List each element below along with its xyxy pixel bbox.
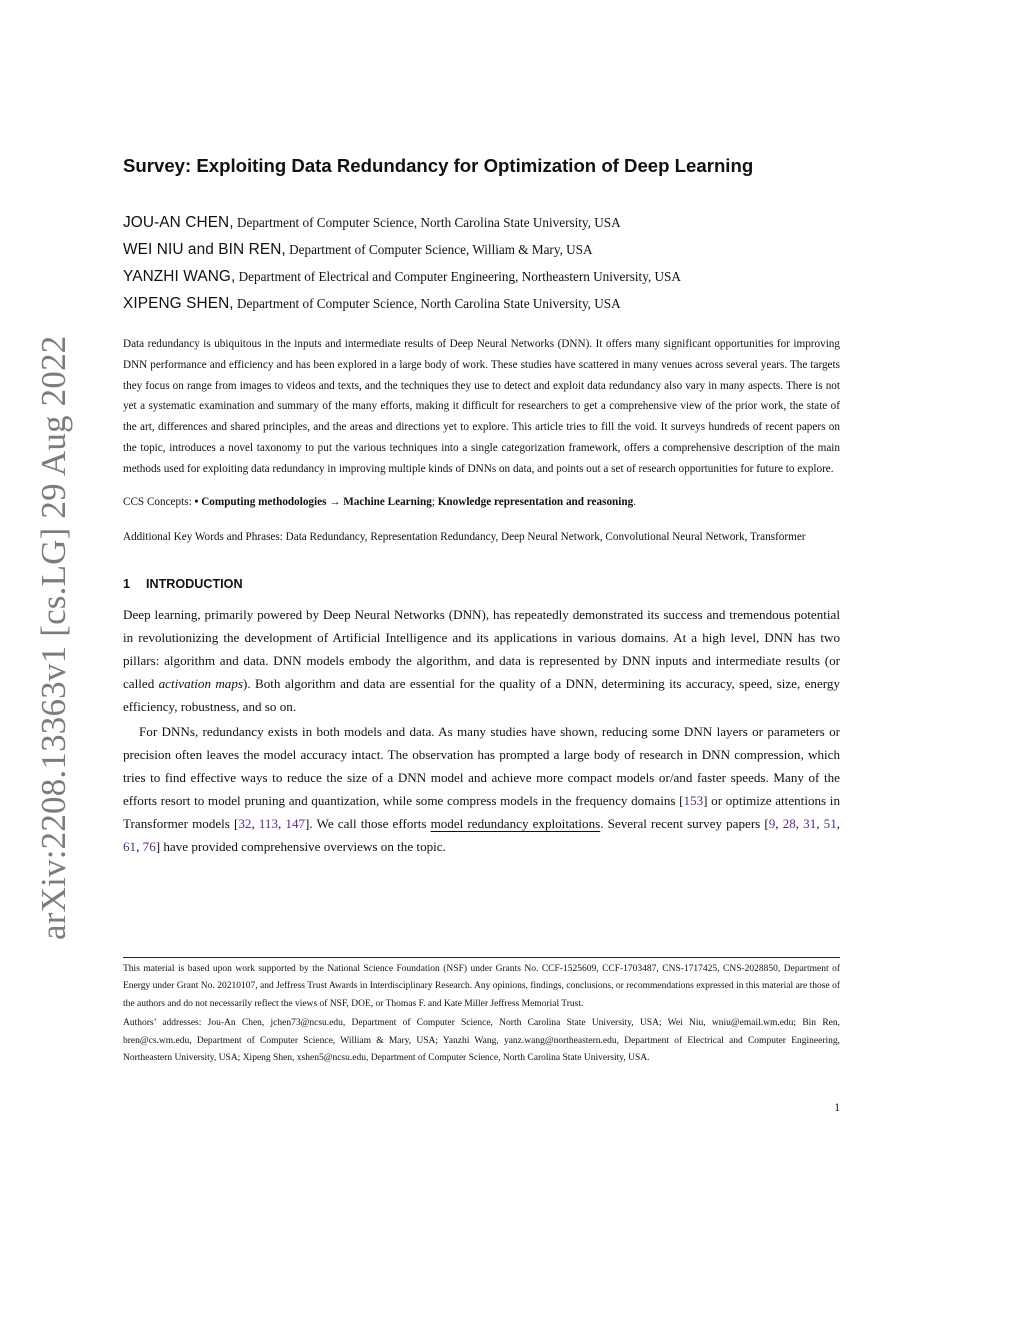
intro-paragraph-1 <box>123 603 840 718</box>
ccs-concept-knowledge: Knowledge representation and reasoning <box>437 495 634 508</box>
citation-link[interactable]: 32 <box>238 816 252 832</box>
paragraph-text: ] have provided comprehensive overviews on the topic. <box>155 839 446 855</box>
abstract-text: Data redundancy is ubiquitous in the inputs and intermediate results of Deep Neural Networks (DNN). It offers many significant opportunities for improving DNN performance and efficiency and has been explored in a large body of work. These studies have scattered in many venues across several years. The targets they focus on range from images to videos and texts, and the techniques they use to detect and exploit data redundancy also vary in many aspects. There is not yet a systematic examination and summary of the many efforts, making it difficult for researchers to get a comprehensive view of the prior work, the state of the art, differences and shared principles, and the areas and directions yet to explore. This article tries to fill the void. It surveys hundreds of recent papers on the topic, introduces a novel taxonomy to put the various techniques into a single categorization framework, offers a comprehensive description of the main methods used for exploiting data redundancy in improving multiple kinds of DNNs on data, and points out a set of research opportunities for future to explore. <box>123 338 840 475</box>
main-content <box>123 151 840 858</box>
paragraph-text: ). Both algorithm and data are essential for the quality of a DNN, determining its accuracy, speed, size, energy efficiency, robustness, and so on. <box>123 676 841 715</box>
author-entry <box>123 236 840 263</box>
author-entry <box>123 290 840 317</box>
citation-separator: , <box>816 816 824 832</box>
citation-link[interactable]: 147 <box>285 816 306 832</box>
funding-footnote: This material is based upon work supported by the National Science Foundation (NSF) under Grants No. CCF-1525609, CCF-1703487, CNS-1717425, CNS-2028850, Department of Energy under Grant No. 20210107, and Jeffress Trust Awards in Interdisciplinary Research. Any opinions, findings, conclusions, or recommendations expressed in this material are those of the authors and do not necessarily reflect the views of NSF, DOE, or Thomas F. and Kate Miller Jeffress Memorial Trust. <box>123 964 840 1009</box>
author-list <box>123 209 840 317</box>
footnote-divider <box>123 957 840 958</box>
citation-link[interactable]: 9 <box>768 816 776 832</box>
author-entry <box>123 263 840 290</box>
author-names: JOU-AN CHEN, <box>123 214 234 231</box>
author-affiliation: Department of Electrical and Computer Engineering, Northeastern University, USA <box>235 269 681 284</box>
author-entry <box>123 209 840 236</box>
section-number: 1 <box>123 577 131 592</box>
section-heading-introduction <box>123 573 840 595</box>
citation-link[interactable]: 51 <box>823 816 837 832</box>
ccs-concepts <box>123 492 840 513</box>
author-names: XIPENG SHEN, <box>123 295 234 312</box>
author-affiliation: Department of Computer Science, William & Mary, USA <box>285 242 593 257</box>
author-addresses-footnote: Authors’ addresses: Jou-An Chen, jchen73@ncsu.edu, Department of Computer Science, North Carolina State University, USA; Wei Niu, wniu@email.wm.edu; Bin Ren, bren@cs.wm.edu, Department of Computer Science, William & Mary, USA; Yanzhi Wang, yanz.wang@northeastern.edu, Department of Electrical and Computer Engineering, Northeastern University, USA; Xipeng Shen, xshen5@ncsu.edu, Department of Computer Science, North Carolina State University, USA. <box>123 1018 840 1064</box>
author-names: WEI NIU and BIN REN, <box>123 241 286 258</box>
citation-link[interactable]: 113 <box>258 816 279 832</box>
citation-link[interactable]: 31 <box>803 816 817 832</box>
paragraph-text: . Several recent survey papers [ <box>600 816 769 832</box>
citation-separator: , <box>775 816 783 832</box>
page-number: 1 <box>834 1102 840 1114</box>
citation-separator: , <box>136 839 143 855</box>
emphasis-activation-maps: activation maps <box>158 676 243 692</box>
paragraph-text: ] or optimize attentions in Transformer models [ <box>123 793 840 832</box>
citation-separator: , <box>251 816 259 832</box>
citation-link[interactable]: 153 <box>683 793 704 809</box>
ccs-concept-ml: Computing methodologies → Machine Learning <box>201 495 432 508</box>
citation-link[interactable]: 76 <box>142 839 156 855</box>
author-names: YANZHI WANG, <box>123 268 236 285</box>
paragraph-text: Deep learning, primarily powered by Deep Neural Networks (DNN), has repeatedly demonstrated its success and tremendous potential in revolutionizing the development of Artificial Intelligence and its applications in various domains. At a high level, DNN has two pillars: algorithm and data. DNN models embody the algorithm, and data is represented by DNN inputs and intermediate results (or called <box>123 607 840 692</box>
arxiv-identifier-stamp: arXiv:2208.13363v1 [cs.LG] 29 Aug 2022 <box>34 335 73 940</box>
intro-paragraph-2 <box>123 720 840 858</box>
author-affiliation: Department of Computer Science, North Carolina State University, USA <box>233 215 621 230</box>
ccs-bullet: • <box>194 495 202 508</box>
footnotes <box>123 961 840 1067</box>
citation-link[interactable]: 28 <box>782 816 796 832</box>
ccs-label: CCS Concepts: <box>123 495 195 508</box>
citation-separator: , <box>278 816 286 832</box>
ccs-end: . <box>633 495 637 508</box>
abstract <box>123 334 840 480</box>
paragraph-text: ]. We call those efforts <box>305 816 431 832</box>
citation-separator: , <box>795 816 804 832</box>
paragraph-text: For DNNs, redundancy exists in both models and data. As many studies have shown, reducing some DNN layers or parameters or precision often leaves the model accuracy intact. The observation has prompted a large body of research in DNN compression, which tries to find effective ways to reduce the size of a DNN model and achieve more compact models or/and faster speeds. Many of the efforts resort to model pruning and quantization, while some compress models in the frequency domains [ <box>123 724 840 809</box>
keywords: Additional Key Words and Phrases: Data Redundancy, Representation Redundancy, Deep Neural Network, Convolutional Neural Network, Transformer <box>123 531 806 544</box>
paper-title: Survey: Exploiting Data Redundancy for Optimization of Deep Learning <box>123 155 754 176</box>
author-affiliation: Department of Computer Science, North Carolina State University, USA <box>233 296 621 311</box>
section-title: INTRODUCTION <box>146 577 243 592</box>
ccs-separator: ; <box>431 495 438 508</box>
underlined-term: model redundancy exploitations <box>430 816 601 832</box>
citation-link[interactable]: 61 <box>123 839 137 855</box>
citation-separator: , <box>836 816 841 832</box>
